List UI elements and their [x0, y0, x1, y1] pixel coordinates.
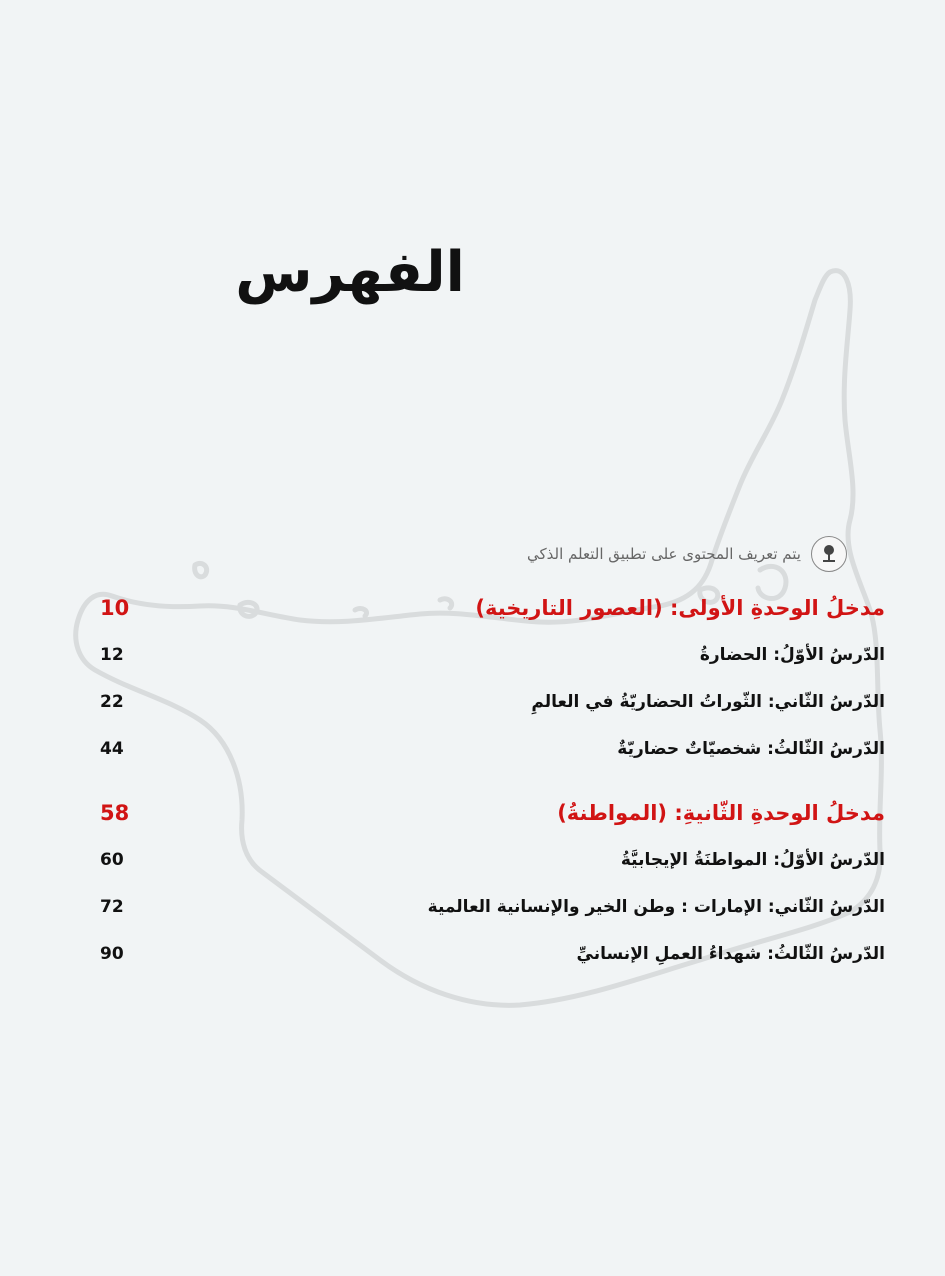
- lesson-page: 12: [100, 644, 124, 665]
- table-of-contents: [100, 585, 885, 977]
- lesson-page: 60: [100, 849, 124, 870]
- unit-2-lesson-1-entry[interactable]: [100, 836, 885, 883]
- lesson-title: الدّرسُ الأوّلُ: المواطنَةُ الإيجابيَّةُ: [620, 849, 885, 870]
- tree-emblem-icon: [811, 536, 847, 572]
- page-title: الفهرس: [235, 240, 465, 305]
- unit-2-title: مدخلُ الوحدةِ الثّانيةِ: (المواطنةُ): [557, 801, 885, 825]
- lesson-title: الدّرسُ الثّالثُ: شخصيّاتٌ حضاريّةٌ: [617, 738, 885, 759]
- lesson-page: 44: [100, 738, 124, 759]
- unit-2-lesson-3-entry[interactable]: [100, 930, 885, 977]
- unit-separator: [100, 772, 885, 790]
- lesson-page: 22: [100, 691, 124, 712]
- lesson-page: 72: [100, 896, 124, 917]
- lesson-title: الدّرسُ الثّالثُ: شهداءُ العملِ الإنسانيِّ: [576, 943, 885, 964]
- unit-1-lesson-3-entry[interactable]: [100, 725, 885, 772]
- lesson-title: الدّرسُ الأوّلُ: الحضارةُ: [699, 644, 885, 665]
- lesson-title: الدّرسُ الثّاني: الإمارات : وطن الخير والإنسانية العالمية: [427, 896, 885, 917]
- unit-2-page: 58: [100, 801, 130, 825]
- unit-1-title: مدخلُ الوحدةِ الأولى: (العصور التاريخية): [475, 596, 885, 620]
- unit-2-lesson-2-entry[interactable]: [100, 883, 885, 930]
- unit-1-lesson-1-entry[interactable]: [100, 631, 885, 678]
- lesson-title: الدّرسُ الثّاني: الثّوراتُ الحضاريّةُ في العالمِ: [531, 691, 885, 712]
- unit-1-lesson-2-entry[interactable]: [100, 678, 885, 725]
- smart-learning-note: [527, 536, 847, 572]
- lesson-page: 90: [100, 943, 124, 964]
- smart-learning-text: يتم تعريف المحتوى على تطبيق التعلم الذكي: [527, 545, 801, 563]
- unit-1-page: 10: [100, 596, 130, 620]
- unit-1-entry[interactable]: [100, 585, 885, 631]
- unit-2-entry[interactable]: [100, 790, 885, 836]
